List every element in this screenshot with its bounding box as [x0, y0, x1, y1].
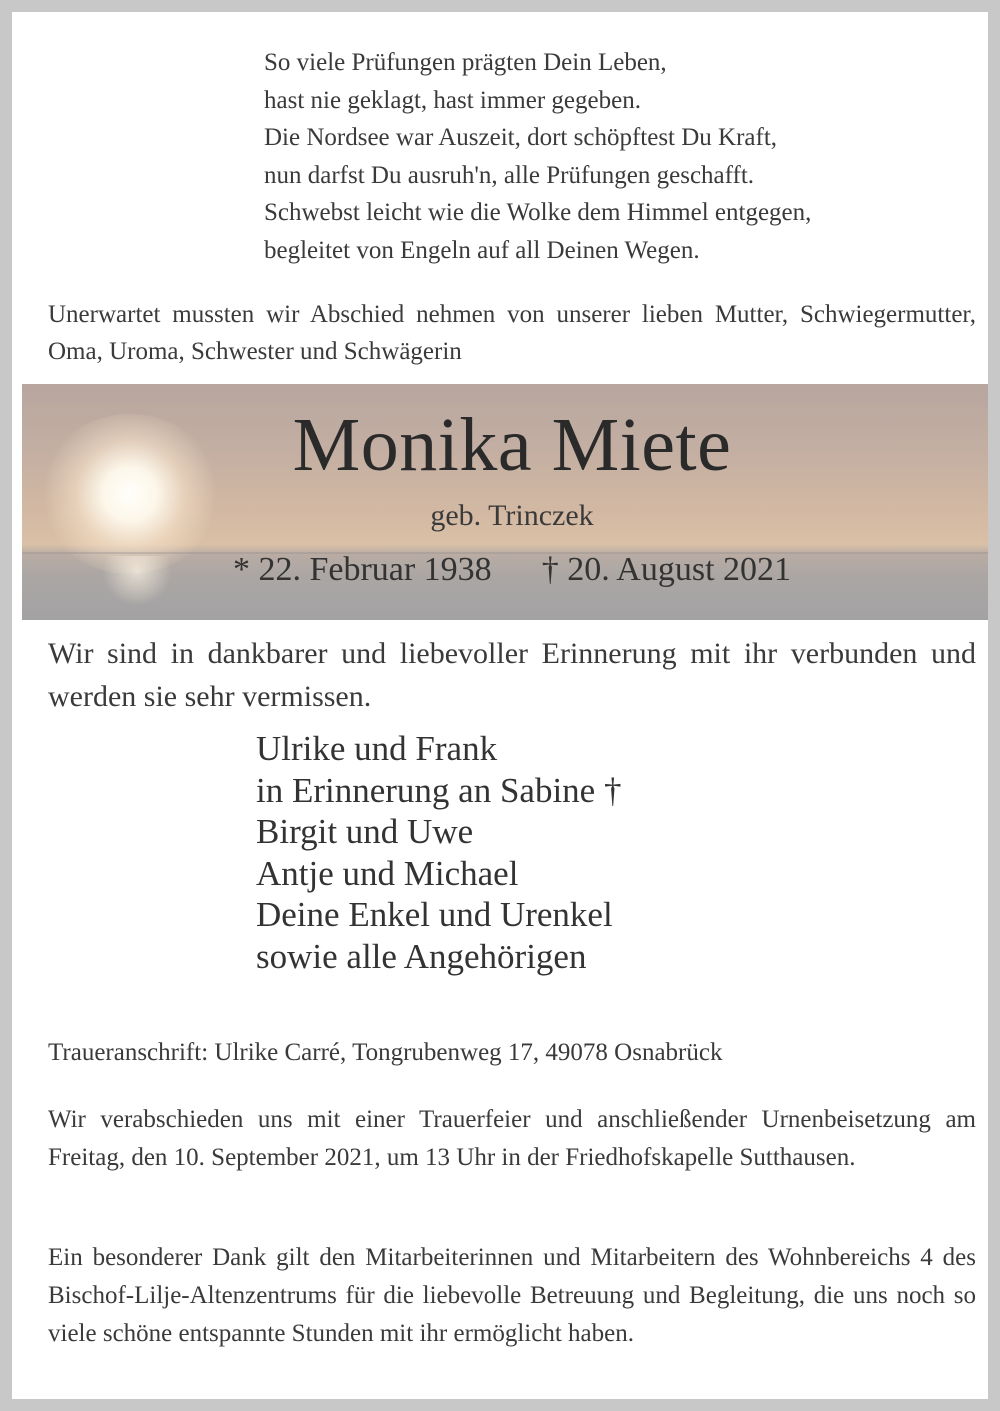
family-line: Birgit und Uwe: [256, 812, 474, 851]
poem-line: hast nie geklagt, hast immer gegeben.: [264, 86, 641, 114]
poem-line: Schwebst leicht wie die Wolke dem Himmel entgegen,: [264, 199, 812, 226]
death-date: † 20. August 2021: [541, 551, 792, 588]
family-line: Deine Enkel und Urenkel: [256, 895, 613, 934]
poem-line: nun darfst Du ausruh'n, alle Prüfungen geschafft.: [264, 161, 755, 189]
thanks-text: Ein besonderer Dank gilt den Mitarbeiterinnen und Mitarbeitern des Wohnbereichs 4 des Bischof-Lilje-Altenzentrums für die liebevolle Betreuung und Begleitung, die uns noch so viele schöne entspannte Stunden mit ihr ermöglicht haben.: [48, 1244, 976, 1347]
mourning-address: Traueranschrift: Ulrike Carré, Tongrubenweg 17, 49078 Osnabrück: [48, 1039, 723, 1066]
poem-line: So viele Prüfungen prägten Dein Leben,: [264, 49, 667, 76]
family-line: in Erinnerung an Sabine †: [256, 770, 622, 810]
deceased-name: Monika Miete: [292, 403, 732, 487]
memory-text: Wir sind in dankbarer und liebevoller Erinnerung mit ihr verbunden und werden sie sehr vermissen.: [48, 637, 976, 713]
family-line: Antje und Michael: [256, 853, 519, 893]
funeral-service-text: Wir verabschieden uns mit einer Trauerfeier und anschließender Urnenbeisetzung am Freitag, den 10. September 2021, um 13 Uhr in der Friedhofskapelle Sutthausen.: [48, 1106, 976, 1171]
poem-line: Die Nordsee war Auszeit, dort schöpftest Du Kraft,: [264, 124, 778, 151]
life-dates: [22, 550, 1000, 590]
family-signatures: [256, 728, 621, 977]
poem: [264, 44, 811, 269]
intro-text: Unerwartet mussten wir Abschied nehmen von unserer lieben Mutter, Schwiegermutter, Oma, Uroma, Schwester und Schwägerin: [48, 301, 976, 365]
poem-line: begleitet von Engeln auf all Deinen Wegen.: [264, 236, 700, 264]
family-line: Ulrike und Frank: [256, 729, 498, 768]
maiden-name: geb. Trinczek: [430, 499, 594, 532]
birth-date: * 22. Februar 1938: [232, 551, 492, 588]
sunset-banner: [22, 384, 1000, 620]
family-line: sowie alle Angehörigen: [256, 936, 587, 976]
